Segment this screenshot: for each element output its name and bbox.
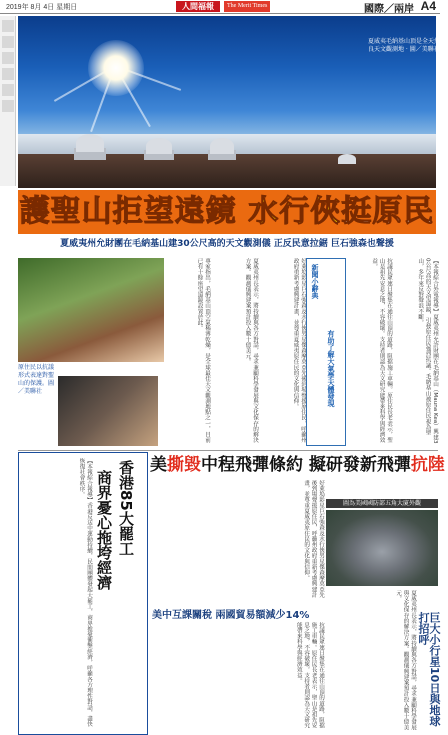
- sun: [88, 40, 144, 96]
- missile-article-body: 好萊塢影星巨石強森及水行俠男星傑森摩莫亞先後到場聲援原住民，呼籲州政府重新考慮興建計畫，並尊重夏威夷原住民的文化與信仰。: [303, 480, 324, 598]
- index-box: [2, 68, 14, 80]
- hk-subheadline: 商界憂心拖垮經濟: [95, 470, 113, 590]
- newspaper-logo[interactable]: 人間福報: [176, 1, 220, 12]
- headline-part: 水行俠: [248, 194, 342, 229]
- missile-article-body: 夏威夷州長表示，將持續與各方對話，尋求兼顧科學發展與文化保存的解決方案。觀測儀興建案預計投入數十億美元。: [395, 590, 416, 730]
- section-divider: [18, 450, 438, 451]
- issue-date: 2019年 8月 4日 星期日: [6, 4, 78, 11]
- main-subheadline: 夏威夷州允財團在毛納基山建30公尺高的天文觀測儀 正反民意拉鋸 巨石強森也聲援: [60, 239, 394, 249]
- index-box: [2, 100, 14, 112]
- headline-part: 挺原民: [341, 194, 435, 229]
- trade-article-body: 抗議民眾連日聚集在通往山頂的道路，阻擋施工車輛。原住民長老表示，聖山是祖先安息之地，不容破壞。支持者則認為天文研究能帶來科學與經濟效益。: [295, 622, 324, 729]
- masthead: [0, 0, 440, 14]
- observatory-dome: [146, 138, 172, 154]
- asteroid-headline[interactable]: 巨大小行星10日與地球打招呼: [417, 612, 441, 727]
- index-box: [2, 36, 14, 48]
- trade-headline[interactable]: 美中互課關稅 兩國貿易額減少14%: [152, 610, 310, 621]
- headline-part: 美: [150, 455, 167, 475]
- pentagon-caption: 圖為美國國防部五角大廈外觀: [326, 499, 438, 508]
- glossary-label: 新聞小辭典: [311, 264, 319, 299]
- pentagon-photo[interactable]: [326, 510, 438, 586]
- headline-part: 中程飛彈條約 擬研發新飛彈: [201, 455, 411, 475]
- hk-headline: 香港85大罷工: [117, 460, 135, 556]
- photo-caption: 原住民以抗議形式表達對聖山的保護。圖／美聯社: [18, 364, 55, 395]
- newspaper-english-name: The Merit Times: [224, 1, 270, 12]
- observatory-dome: [338, 154, 356, 164]
- celebrity-photo[interactable]: [58, 376, 158, 446]
- protest-photo[interactable]: [18, 258, 164, 362]
- observatory-dome: [76, 134, 104, 152]
- article-column: 好萊塢影星巨石強森及水行俠男星傑森摩莫亞先後到場聲援原住民，呼籲州政府重新考慮興建計畫，並尊重夏威夷原住民的文化與信仰。: [292, 258, 306, 443]
- main-headline: [20, 194, 434, 229]
- headline-part: 拒: [112, 194, 144, 229]
- index-strip: [0, 16, 16, 186]
- hero-caption: 夏威夷毛納基山頂是全天然優良天文觀測地 · 圖／美聯社: [368, 38, 447, 53]
- headline-part: 護聖山: [19, 194, 113, 229]
- page-number: A4: [420, 0, 436, 13]
- missile-headline[interactable]: [150, 454, 445, 476]
- headline-part: 撕毀: [167, 455, 201, 475]
- article-column: 夏威夷州長表示，將持續與各方對話，尋求兼顧科學發展與文化保存的解決方案。觀測儀興建案預計投入數十億美元。: [244, 258, 258, 443]
- index-box: [2, 20, 14, 32]
- index-box: [2, 52, 14, 64]
- main-headline-banner[interactable]: [18, 190, 436, 234]
- headline-part: 抗陸: [410, 455, 445, 475]
- hero-photo-observatory[interactable]: [18, 16, 447, 188]
- article-column: 【本報綜合外電報導】夏威夷州允許財團在毛納基山（Mauna Kea）興建30公尺高的天文望遠鏡，引發原住民強烈抗議。毛納基山被原住民視為聖山，多年來反對聲浪不斷。: [417, 258, 438, 444]
- article-column: 抗議民眾連日聚集在通往山頂的道路，阻擋施工車輛。原住民長老表示，聖山是祖先安息之地，不容破壞。支持者則認為天文研究能帶來科學與經濟效益。: [371, 258, 392, 443]
- glossary-title: 有助了解大氣學天體發現: [327, 330, 335, 407]
- article-column: 專家指出，毛納基山頂空氣稀薄乾燥，是全球最佳天文觀測地點之一，目前已有十餘座望遠鏡設置於此。: [196, 258, 210, 443]
- headline-part: 望遠鏡: [143, 194, 237, 229]
- hk-article-body: 【本報綜合報導】香港反送中運動持續，民間團體發起大罷工，商界擔憂衝擊經濟，呼籲各方理性對話，盡快恢復社會秩序。: [78, 458, 92, 727]
- section-name: 國際／兩岸: [364, 4, 414, 15]
- observatory-dome: [210, 138, 234, 154]
- index-box: [2, 84, 14, 96]
